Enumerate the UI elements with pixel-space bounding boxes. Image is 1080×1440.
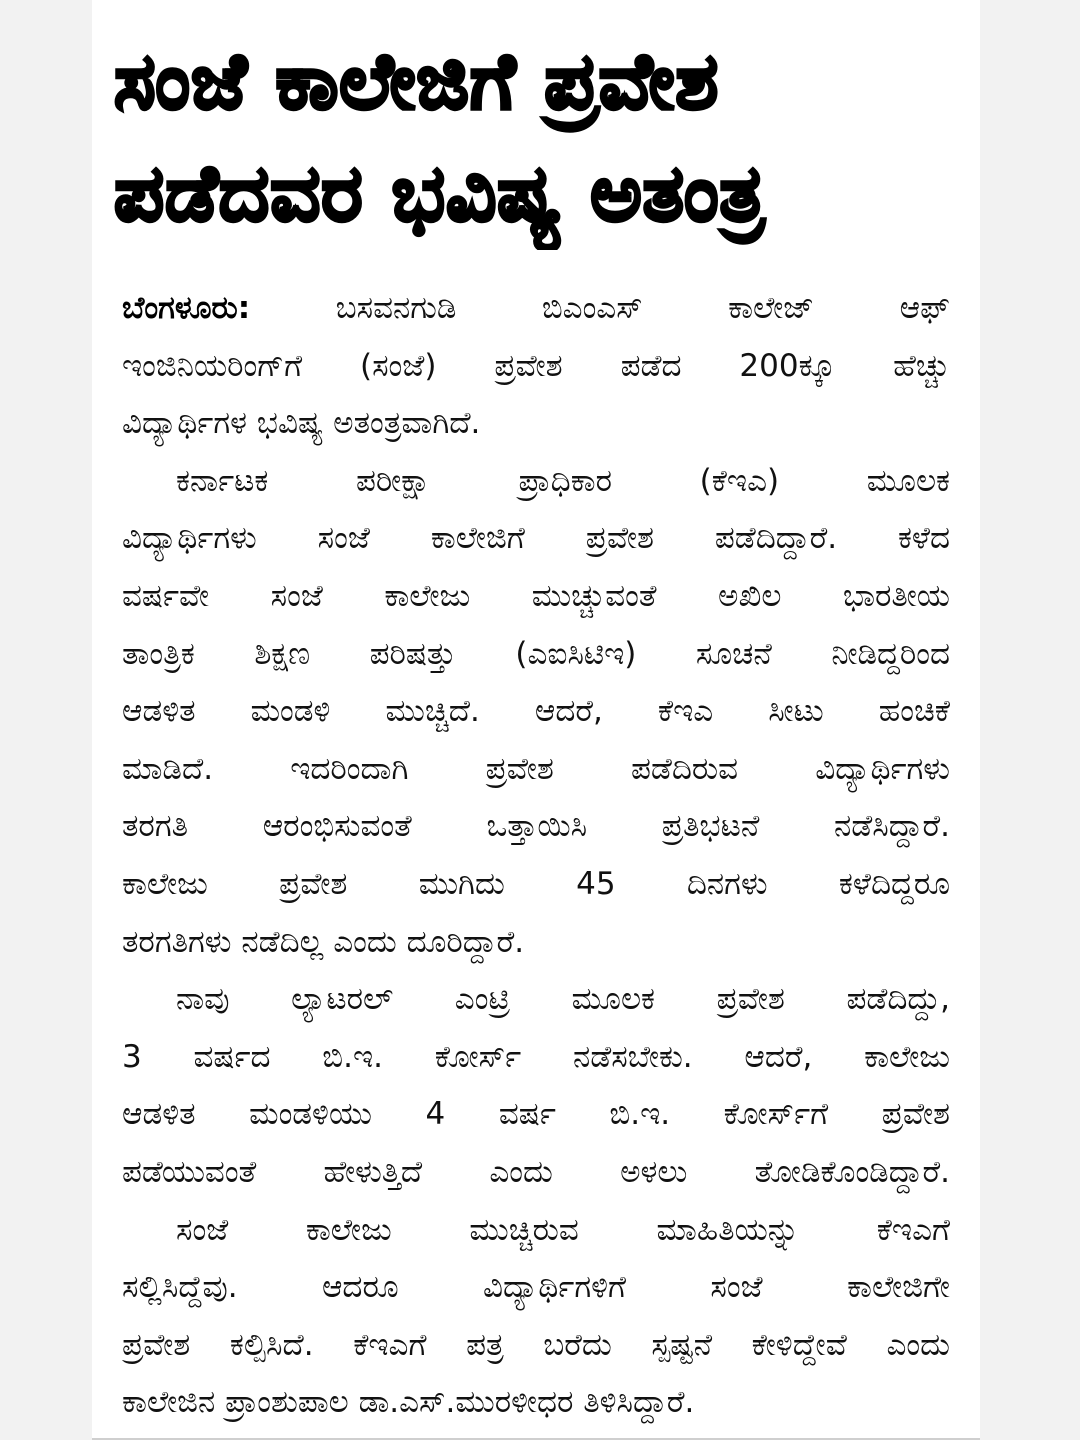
- article-line: [122, 280, 950, 338]
- article-line: ಇಂಜಿನಿಯರಿಂಗ್‌ಗೆ (ಸಂಜೆ) ಪ್ರವೇಶ ಪಡೆದ 200ಕ್ಕೂ ಹೆಚ್ಚು: [122, 347, 950, 384]
- article-line: ವಿದ್ಯಾರ್ಥಿಗಳ ಭವಿಷ್ಯ ಅತಂತ್ರವಾಗಿದೆ.: [122, 405, 481, 442]
- article-line: ತರಗತಿಗಳು ನಡೆದಿಲ್ಲ ಎಂದು ದೂರಿದ್ದಾರೆ.: [122, 923, 525, 960]
- dateline: ಬೆಂಗಳೂರು:: [122, 290, 251, 326]
- headline-line-1: ಸಂಜೆ ಕಾಲೇಜಿಗೆ ಪ್ರವೇಶ: [114, 37, 720, 127]
- article-line: ಮಾಡಿದೆ. ಇದರಿಂದಾಗಿ ಪ್ರವೇಶ ಪಡೆದಿರುವ ವಿದ್ಯಾರ್ಥಿಗಳು: [122, 750, 950, 787]
- article-line: ತಾಂತ್ರಿಕ ಶಿಕ್ಷಣ ಪರಿಷತ್ತು (ಎಐಸಿಟಿಇ) ಸೂಚನೆ ನೀಡಿದ್ದರಿಂದ: [122, 635, 950, 672]
- article-body: [122, 280, 950, 1432]
- article-line: ಕಾಲೇಜಿನ ಪ್ರಾಂಶುಪಾಲ ಡಾ.ಎಸ್.ಮುರಳೀಧರ ತಿಳಿಸಿದ್ದಾರೆ.: [122, 1384, 695, 1421]
- article-line: ಆಡಳಿತ ಮಂಡಳಿ ಮುಚ್ಚಿದೆ. ಆದರೆ, ಕೆಇಎ ಸೀಟು ಹಂಚಿಕೆ: [122, 693, 950, 730]
- article-line: ಕಾಲೇಜು ಪ್ರವೇಶ ಮುಗಿದು 45 ದಿನಗಳು ಕಳೆದಿದ್ದರೂ: [122, 865, 950, 902]
- headline: [114, 26, 958, 250]
- article-line: ನಾವು ಲ್ಯಾಟರಲ್ ಎಂಟ್ರಿ ಮೂಲಕ ಪ್ರವೇಶ ಪಡೆದಿದ್ದು,: [176, 981, 950, 1018]
- article-line: ಪ್ರವೇಶ ಕಲ್ಪಿಸಿದೆ. ಕೆಇಎಗೆ ಪತ್ರ ಬರೆದು ಸ್ಪಷ್ಟನೆ ಕೇಳಿದ್ದೇವೆ ಎಂದು: [122, 1326, 950, 1363]
- article-line: ಸಲ್ಲಿಸಿದ್ದೆವು. ಆದರೂ ವಿದ್ಯಾರ್ಥಿಗಳಿಗೆ ಸಂಜೆ ಕಾಲೇಜಿಗೇ: [122, 1269, 950, 1306]
- article-line: 3 ವರ್ಷದ ಬಿ.ಇ. ಕೋರ್ಸ್ ನಡೆಸಬೇಕು. ಆದರೆ, ಕಾಲೇಜು: [122, 1038, 950, 1075]
- article-line: ಪಡೆಯುವಂತೆ ಹೇಳುತ್ತಿದೆ ಎಂದು ಅಳಲು ತೋಡಿಕೊಂಡಿದ್ದಾರೆ.: [122, 1153, 950, 1190]
- article-line: ಕರ್ನಾಟಕ ಪರೀಕ್ಷಾ ಪ್ರಾಧಿಕಾರ (ಕೆಇಎ) ಮೂಲಕ: [176, 462, 950, 499]
- article-line: ವಿದ್ಯಾರ್ಥಿಗಳು ಸಂಜೆ ಕಾಲೇಜಿಗೆ ಪ್ರವೇಶ ಪಡೆದಿದ್ದಾರೆ. ಕಳೆದ: [122, 520, 950, 557]
- headline-line-2: ಪಡೆದವರ ಭವಿಷ್ಯ ಅತಂತ್ರ: [114, 149, 766, 239]
- article-line: ತರಗತಿ ಆರಂಭಿಸುವಂತೆ ಒತ್ತಾಯಿಸಿ ಪ್ರತಿಭಟನೆ ನಡೆಸಿದ್ದಾರೆ.: [122, 808, 950, 845]
- article-line: ಸಂಜೆ ಕಾಲೇಜು ಮುಚ್ಚಿರುವ ಮಾಹಿತಿಯನ್ನು ಕೆಇಎಗೆ: [176, 1211, 950, 1248]
- news-clipping: [92, 0, 980, 1440]
- article-line-text: ಬಸವನಗುಡಿ ಬಿಎಂಎಸ್ ಕಾಲೇಜ್ ಆಫ್: [335, 290, 950, 326]
- article-line: ಆಡಳಿತ ಮಂಡಳಿಯು 4 ವರ್ಷ ಬಿ.ಇ. ಕೋರ್ಸ್‌ಗೆ ಪ್ರವೇಶ: [122, 1096, 950, 1133]
- article-line: ವರ್ಷವೇ ಸಂಜೆ ಕಾಲೇಜು ಮುಚ್ಚುವಂತೆ ಅಖಿಲ ಭಾರತೀಯ: [122, 577, 950, 614]
